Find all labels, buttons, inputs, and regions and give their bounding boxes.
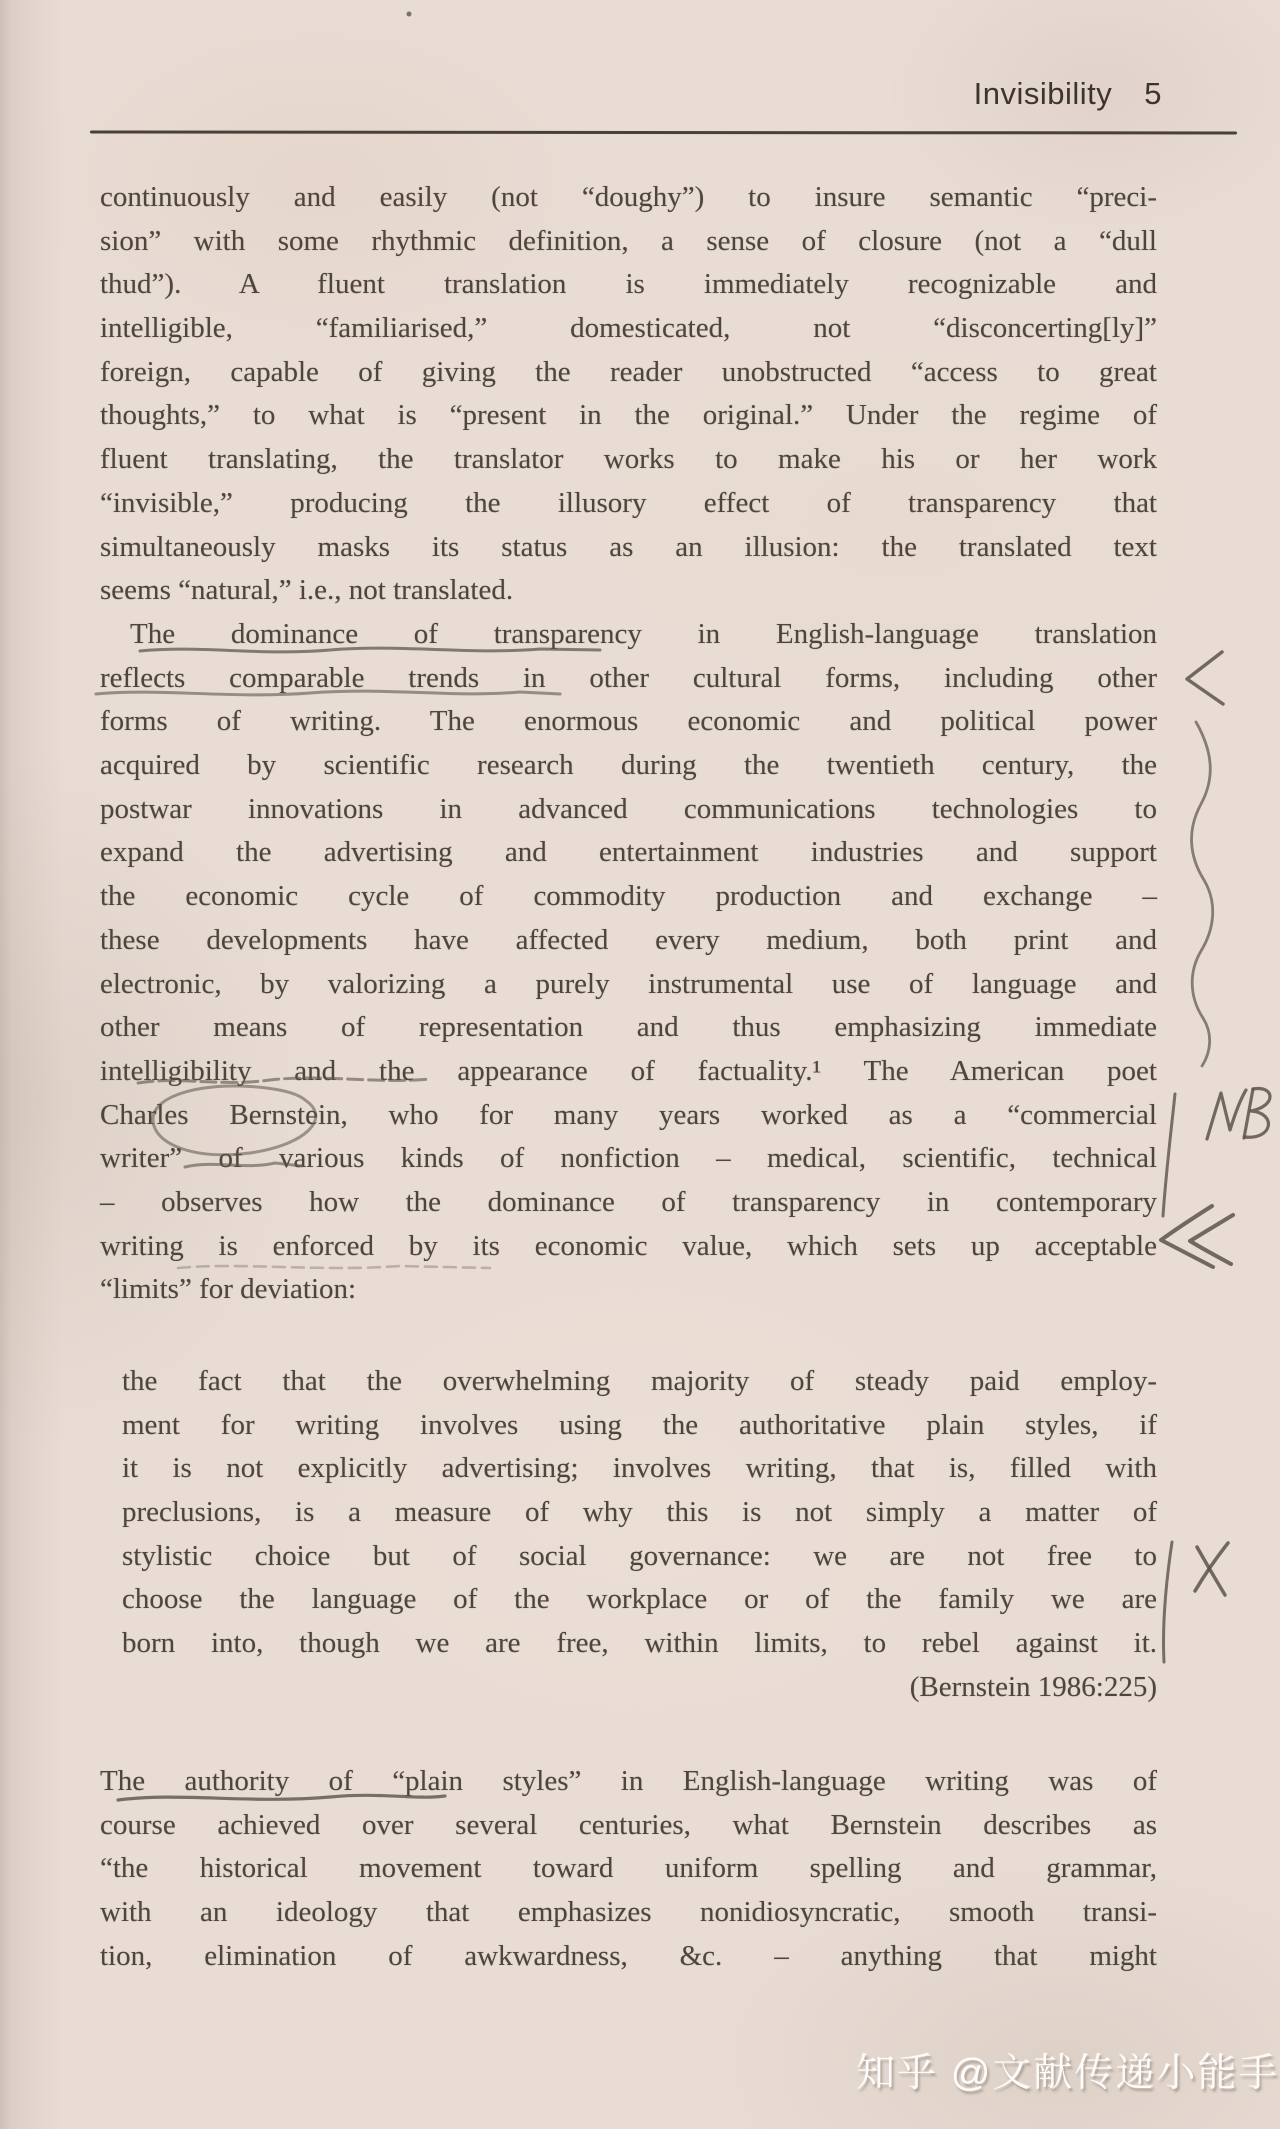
paragraph-transparency <box>100 613 1157 1312</box>
text-line: the economic cycle of commodity production and exchange – <box>100 880 1157 913</box>
text-line: preclusions, is a measure of why this is not simply a matter of <box>122 1496 1157 1529</box>
page-number: 5 <box>1144 76 1162 111</box>
text-line: writer” of various kinds of nonfiction – medical, scientific, technical <box>100 1142 1157 1175</box>
x-mark-pencil <box>1195 1543 1228 1595</box>
text-line: it is not explicitly advertising; involves writing, that is, filled with <box>122 1452 1157 1485</box>
text-line: Charles Bernstein, who for many years worked as a “commercial <box>100 1098 1157 1131</box>
wavy-bracket-pencil <box>1192 722 1213 1066</box>
text-line: electronic, by valorizing a purely instrumental use of language and <box>100 967 1157 1000</box>
block-quote-bernstein <box>122 1360 1157 1710</box>
double-chevron-outer <box>1161 1206 1213 1267</box>
text-line: reflects comparable trends in other cultural forms, including other <box>100 661 1157 694</box>
text-line: “limits” for deviation: <box>100 1273 357 1306</box>
text-line: with an ideology that emphasizes nonidiosyncratic, smooth transi- <box>100 1896 1157 1929</box>
text-line: thoughts,” to what is “present in the original.” Under the regime of <box>100 399 1157 432</box>
text-line: – observes how the dominance of transparency in contemporary <box>100 1185 1157 1218</box>
text-line: acquired by scientific research during the twentieth century, the <box>100 749 1157 782</box>
text-line: “the historical movement toward uniform spelling and grammar, <box>100 1852 1157 1885</box>
text-line: these developments have affected every medium, both print and <box>100 923 1157 956</box>
header-rule <box>90 130 1237 134</box>
nb-letter-b-stem <box>1244 1089 1253 1138</box>
text-line: intelligible, “familiarised,” domesticated, not “disconcerting[ly]” <box>100 312 1157 345</box>
x-mark-stroke-1 <box>1195 1543 1228 1591</box>
text-line: born into, though we are free, within limits, to rebel against it. <box>122 1627 1157 1660</box>
paragraph-plain-styles <box>100 1760 1157 1978</box>
text-line: postwar innovations in advanced communications technologies to <box>100 792 1157 825</box>
text-line: (Bernstein 1986:225) <box>909 1670 1157 1703</box>
double-chevron-inner <box>1190 1215 1233 1264</box>
text-line: seems “natural,” i.e., not translated. <box>100 574 514 607</box>
text-line: The dominance of transparency in English-language translation <box>130 618 1157 650</box>
text-line: stylistic choice but of social governance: we are not free to <box>122 1539 1157 1572</box>
nb-letter-b-bowls <box>1245 1088 1270 1137</box>
text-line: forms of writing. The enormous economic and political power <box>100 705 1157 738</box>
page-header <box>0 76 1162 112</box>
text-line: fluent translating, the translator works to make his or her work <box>100 443 1157 476</box>
text-line: course achieved over several centuries, what Bernstein describes as <box>100 1808 1157 1841</box>
running-title: Invisibility <box>973 76 1113 111</box>
text-line: tion, elimination of awkwardness, &c. – anything that might <box>100 1939 1157 1972</box>
text-line: other means of representation and thus emphasizing immediate <box>100 1011 1157 1044</box>
paragraph-fluency <box>100 176 1157 613</box>
handwritten-nb-pencil <box>1207 1088 1270 1139</box>
vertical-stroke-bernstein-pencil <box>1163 1094 1175 1216</box>
vertical-stroke-quote-pencil <box>1163 1542 1172 1662</box>
nb-letter-n <box>1207 1090 1246 1139</box>
text-line: choose the language of the workplace or of the family we are <box>122 1583 1157 1616</box>
text-line: sion” with some rhythmic definition, a sense of closure (not a “dull <box>100 224 1157 257</box>
text-line: foreign, capable of giving the reader unobstructed “access to great <box>100 355 1157 388</box>
text-line: the fact that the overwhelming majority of steady paid employ- <box>122 1365 1157 1397</box>
single-chevron-pencil <box>1187 652 1223 704</box>
text-line: The authority of “plain styles” in English-language writing was of <box>100 1765 1157 1797</box>
page-speck <box>407 12 412 17</box>
double-chevron-pencil <box>1161 1206 1233 1267</box>
text-line: writing is enforced by its economic value, which sets up acceptable <box>100 1229 1157 1262</box>
text-line: “invisible,” producing the illusory effect of transparency that <box>100 486 1157 519</box>
x-mark-stroke-2 <box>1197 1547 1225 1595</box>
text-line: expand the advertising and entertainment industries and support <box>100 836 1157 869</box>
text-line: continuously and easily (not “doughy”) to insure semantic “preci- <box>100 181 1157 213</box>
zhihu-watermark: 知乎 @文献传递小能手 <box>856 2052 1280 2095</box>
text-line: ment for writing involves using the authoritative plain styles, if <box>122 1408 1157 1441</box>
text-line: simultaneously masks its status as an illusion: the translated text <box>100 530 1157 563</box>
text-line: intelligibility and the appearance of factuality.¹ The American poet <box>100 1054 1157 1087</box>
text-line: thud”). A fluent translation is immediately recognizable and <box>100 268 1157 301</box>
